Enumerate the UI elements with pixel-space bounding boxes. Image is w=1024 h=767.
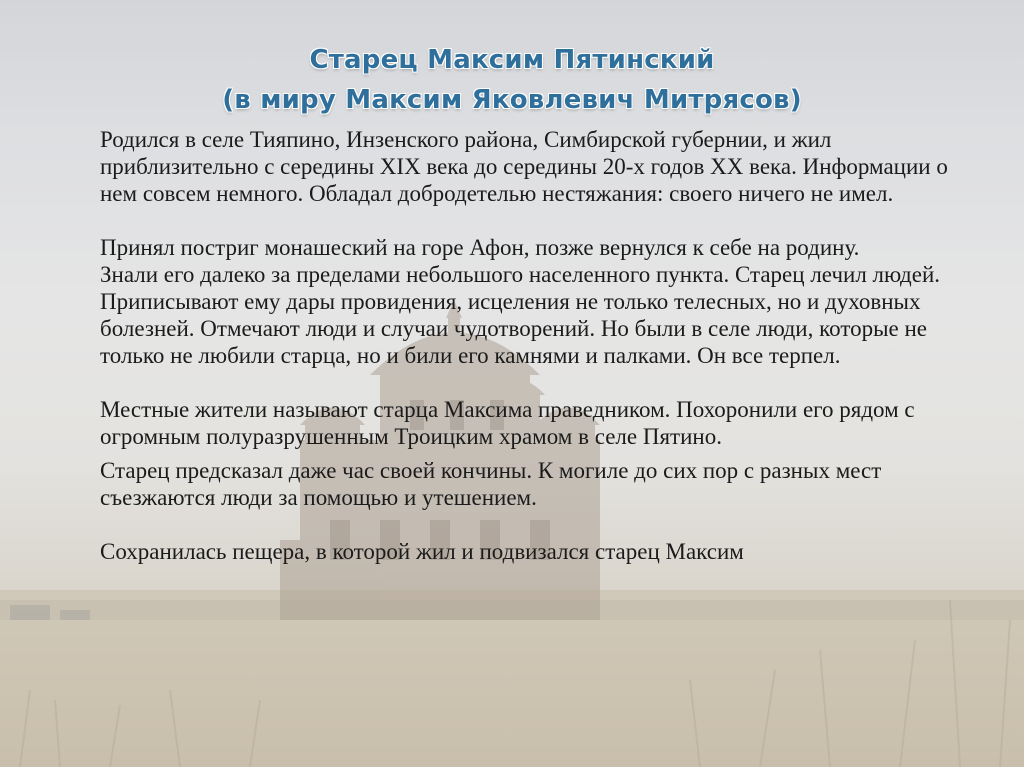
paragraph-cave: Сохранилась пещера, в которой жил и подвизался старец Максим <box>100 539 744 564</box>
title-line-1: Старец Максим Пятинский <box>309 45 715 75</box>
paragraph-prophecy: Старец предсказал даже час своей кончины. К могиле до сих пор с разных мест съезжаются люди за помощью и утешением. <box>100 458 882 510</box>
slide-title <box>0 40 1024 120</box>
paragraph-healing: Знали его далеко за пределами небольшого населенного пункта. Старец лечил людей. Приписывают ему дары провидения, исцеления не только телесных, но и духовных болезней. Отмечают люди и случаи чудотворений. Но были в селе люди, которые не только не любили старца, но и били его камнями и палками. Он все терпел. <box>100 262 941 368</box>
paragraph-tonsure: Принял постриг монашеский на горе Афон, позже вернулся к себе на родину. <box>100 235 860 260</box>
title-line-2: (в миру Максим Яковлевич Митрясов) <box>222 85 802 115</box>
paragraph-burial: Местные жители называют старца Максима праведником. Похоронили его рядом с огромным полуразрушенным Троицким храмом в селе Пятино. <box>100 397 915 449</box>
slide-body <box>100 126 960 565</box>
paragraph-birth: Родился в селе Тияпино, Инзенского района, Симбирской губернии, и жил приблизительно с середины XIX века до середины 20-х годов XX века. Информации о нем совсем немного. Обладал добродетелью нестяжания: своего ничего не имел. <box>100 127 948 206</box>
